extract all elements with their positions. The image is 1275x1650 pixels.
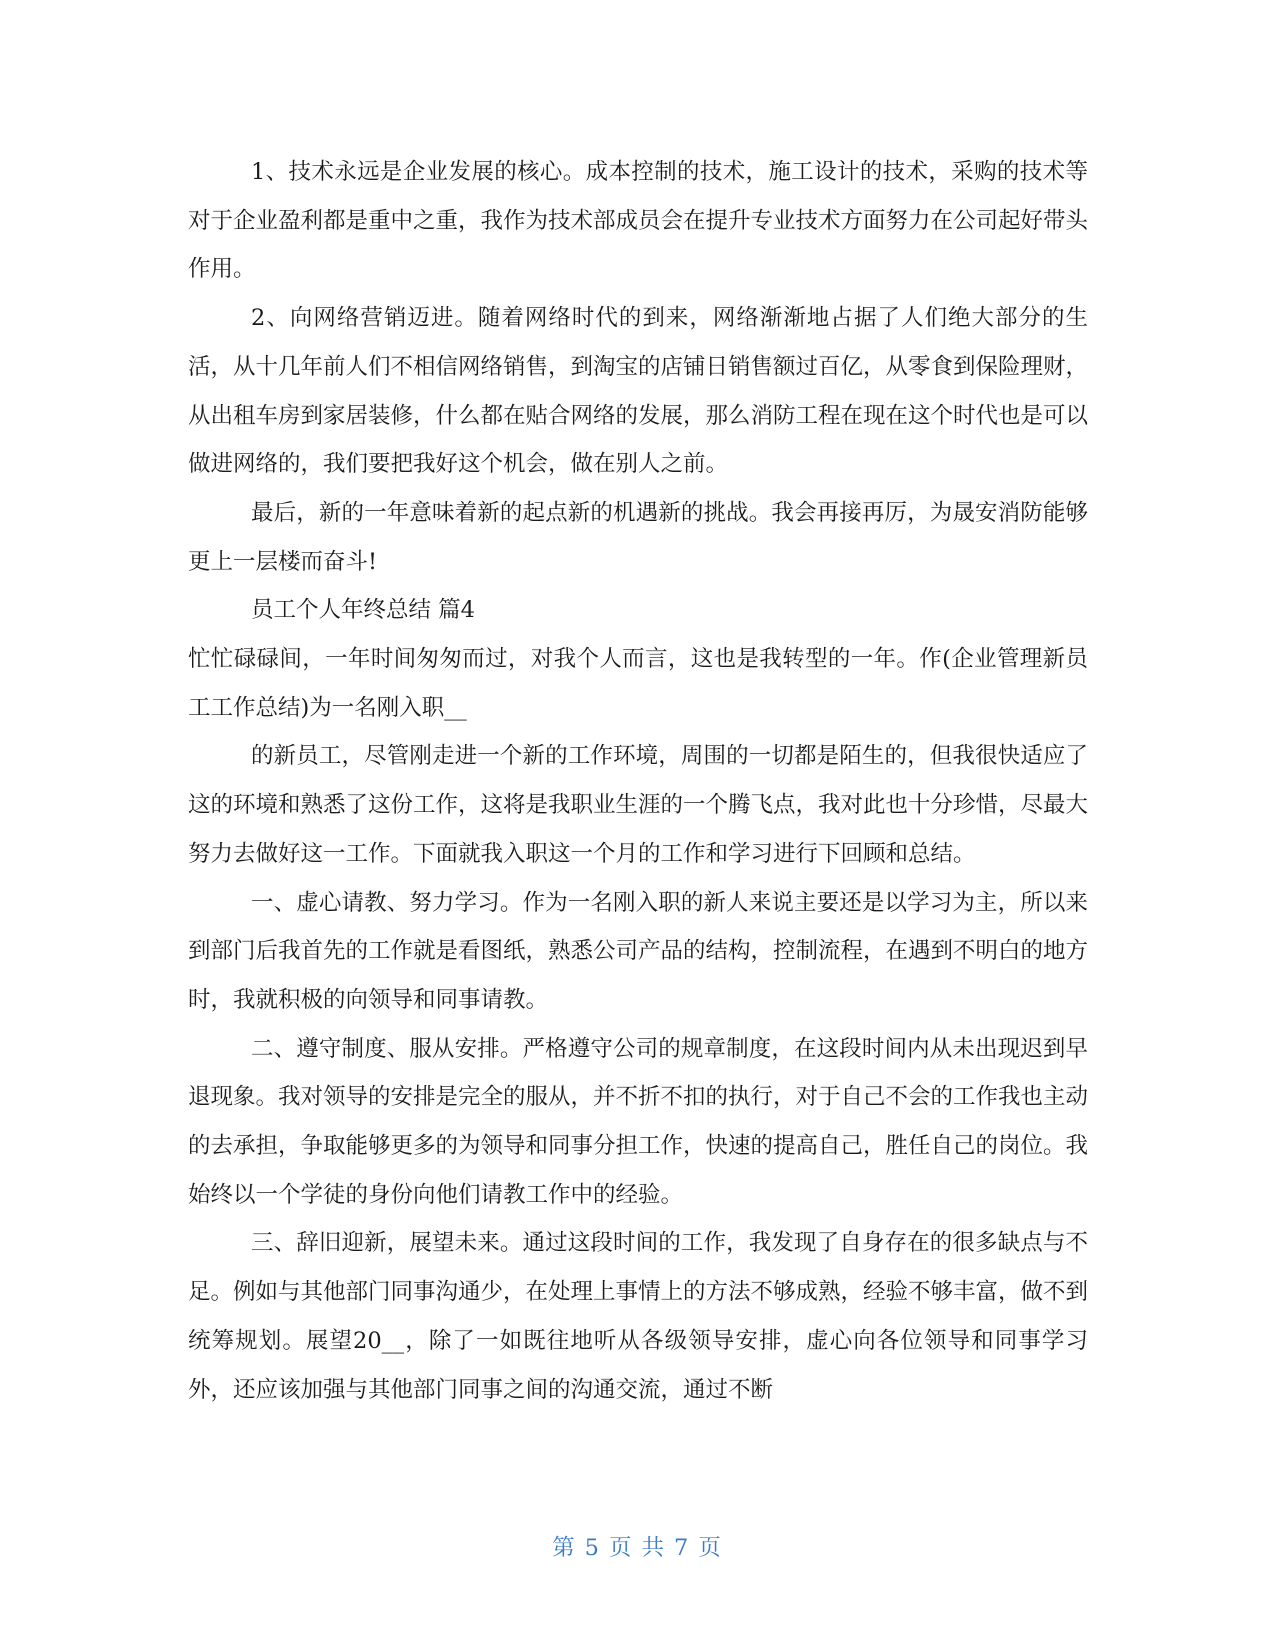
total-page-number: 7 <box>674 1535 691 1561</box>
footer-prefix: 第 <box>552 1535 577 1561</box>
paragraph: 一、虚心请教、努力学习。作为一名刚入职的新人来说主要还是以学习为主，所以来到部门后我首先的工作就是看图纸，熟悉公司产品的结构，控制流程，在遇到不明白的地方时，我就积极的向领导和同事请教。 <box>188 889 1089 1013</box>
paragraph: 的新员工，尽管刚走进一个新的工作环境，周围的一切都是陌生的，但我很快适应了这的环境和熟悉了这份工作，这将是我职业生涯的一个腾飞点，我对此也十分珍惜，尽最大努力去做好这一工作。下面就我入职这一个月的工作和学习进行下回顾和总结。 <box>188 743 1089 867</box>
document-body <box>188 148 1088 1414</box>
footer-suffix: 页 <box>698 1535 723 1561</box>
footer-page-word: 页 <box>608 1535 634 1561</box>
page-footer <box>0 1530 1275 1562</box>
current-page-number: 5 <box>584 1535 601 1561</box>
footer-total-word: 共 <box>641 1535 667 1561</box>
paragraph: 2、向网络营销迈进。随着网络时代的到来，网络渐渐地占据了人们绝大部分的生活，从十几年前人们不相信网络销售，到淘宝的店铺日销售额过百亿，从零食到保险理财，从出租车房到家居装修，什么都在贴合网络的发展，那么消防工程在现在这个时代也是可以做进网络的，我们要把我好这个机会，做在别人之前。 <box>188 305 1089 478</box>
paragraph: 1、技术永远是企业发展的核心。成本控制的技术，施工设计的技术，采购的技术等对于企业盈利都是重中之重，我作为技术部成员会在提升专业技术方面努力在公司起好带头作用。 <box>188 159 1089 283</box>
paragraph: 二、遵守制度、服从安排。严格遵守公司的规章制度，在这段时间内从未出现迟到早退现象。我对领导的安排是完全的服从，并不折不扣的执行，对于自己不会的工作我也主动的去承担，争取能够更多的为领导和同事分担工作，快速的提高自己，胜任自己的岗位。我始终以一个学徒的身份向他们请教工作中的经验。 <box>188 1035 1089 1208</box>
paragraph: 最后，新的一年意味着新的起点新的机遇新的挑战。我会再接再厉，为晟安消防能够更上一层楼而奋斗! <box>188 499 1088 575</box>
paragraph: 三、辞旧迎新，展望未来。通过这段时间的工作，我发现了自身存在的很多缺点与不足。例如与其他部门同事沟通少，在处理上事情上的方法不够成熟，经验不够丰富，做不到统筹规划。展望20__，除了一如既往地听从各级领导安排，虚心向各位领导和同事学习外，还应该加强与其他部门同事之间的沟通交流，通过不断 <box>188 1230 1089 1403</box>
paragraph: 忙忙碌碌间，一年时间匆匆而过，对我个人而言，这也是我转型的一年。作(企业管理新员工工作总结)为一名刚入职__ <box>188 646 1088 721</box>
section-heading: 员工个人年终总结 篇4 <box>251 597 475 624</box>
